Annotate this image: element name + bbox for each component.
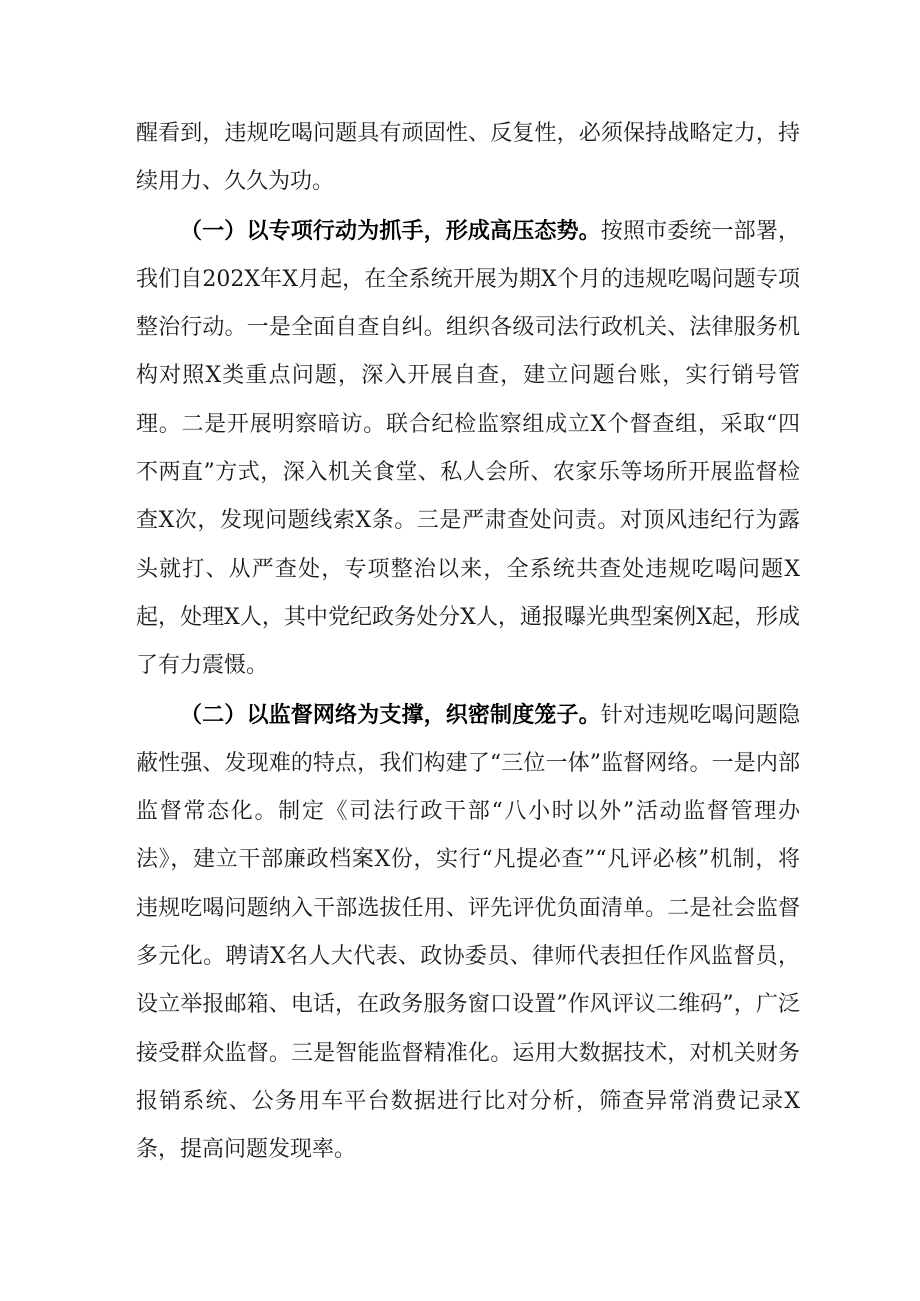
- section-heading: （一）以专项行动为抓手，形成高压态势。: [180, 217, 601, 244]
- paragraph-text: 针对违规吃喝问题隐蔽性强、发现难的特点，我们构建了“三位一体”监督网络。一是内部监督常态化。制定《司法行政干部“八小时以外”活动监督管理办法》，建立干部廉政档案X份，实行“凡提必查”“凡评必核”机制，将违规吃喝问题纳入干部选拔任用、评先评优负面清单。二是社会监督多元化。聘请X名人大代表、政协委员、律师代表担任作风监督员，设立举报邮箱、电话，在政务服务窗口设置”作风评议二维码”，广泛接受群众监督。三是智能监督精准化。运用大数据技术，对机关财务报销系统、公务用车平台数据进行比对分析，筛查异常消费记录X条，提高问题发现率。: [136, 702, 800, 1163]
- document-body: [136, 110, 800, 1175]
- section-heading: （二）以监督网络为支撑，织密制度笼子。: [180, 701, 601, 728]
- paragraph-text: 醒看到，违规吃喝问题具有顽固性、反复性，必须保持战略定力，持续用力、久久为功。: [136, 121, 800, 195]
- paragraph-section-1: [136, 207, 800, 691]
- paragraph-section-2: [136, 691, 800, 1175]
- paragraph-text: 按照市委统一部署，我们自202X年X月起，在全系统开展为期X个月的违规吃喝问题专项整治行动。一是全面自查自纠。组织各级司法行政机关、法律服务机构对照X类重点问题，深入开展自查，建立问题台账，实行销号管理。二是开展明察暗访。联合纪检监察组成立X个督查组，采取“四不两直”方式，深入机关食堂、私人会所、农家乐等场所开展监督检查X次，发现问题线索X条。三是严肃查处问责。对顶风违纪行为露头就打、从严查处，专项整治以来，全系统共查处违规吃喝问题X起，处理X人，其中党纪政务处分X人，通报曝光典型案例X起，形成了有力震慑。: [136, 218, 800, 679]
- paragraph-continuation: [136, 110, 800, 207]
